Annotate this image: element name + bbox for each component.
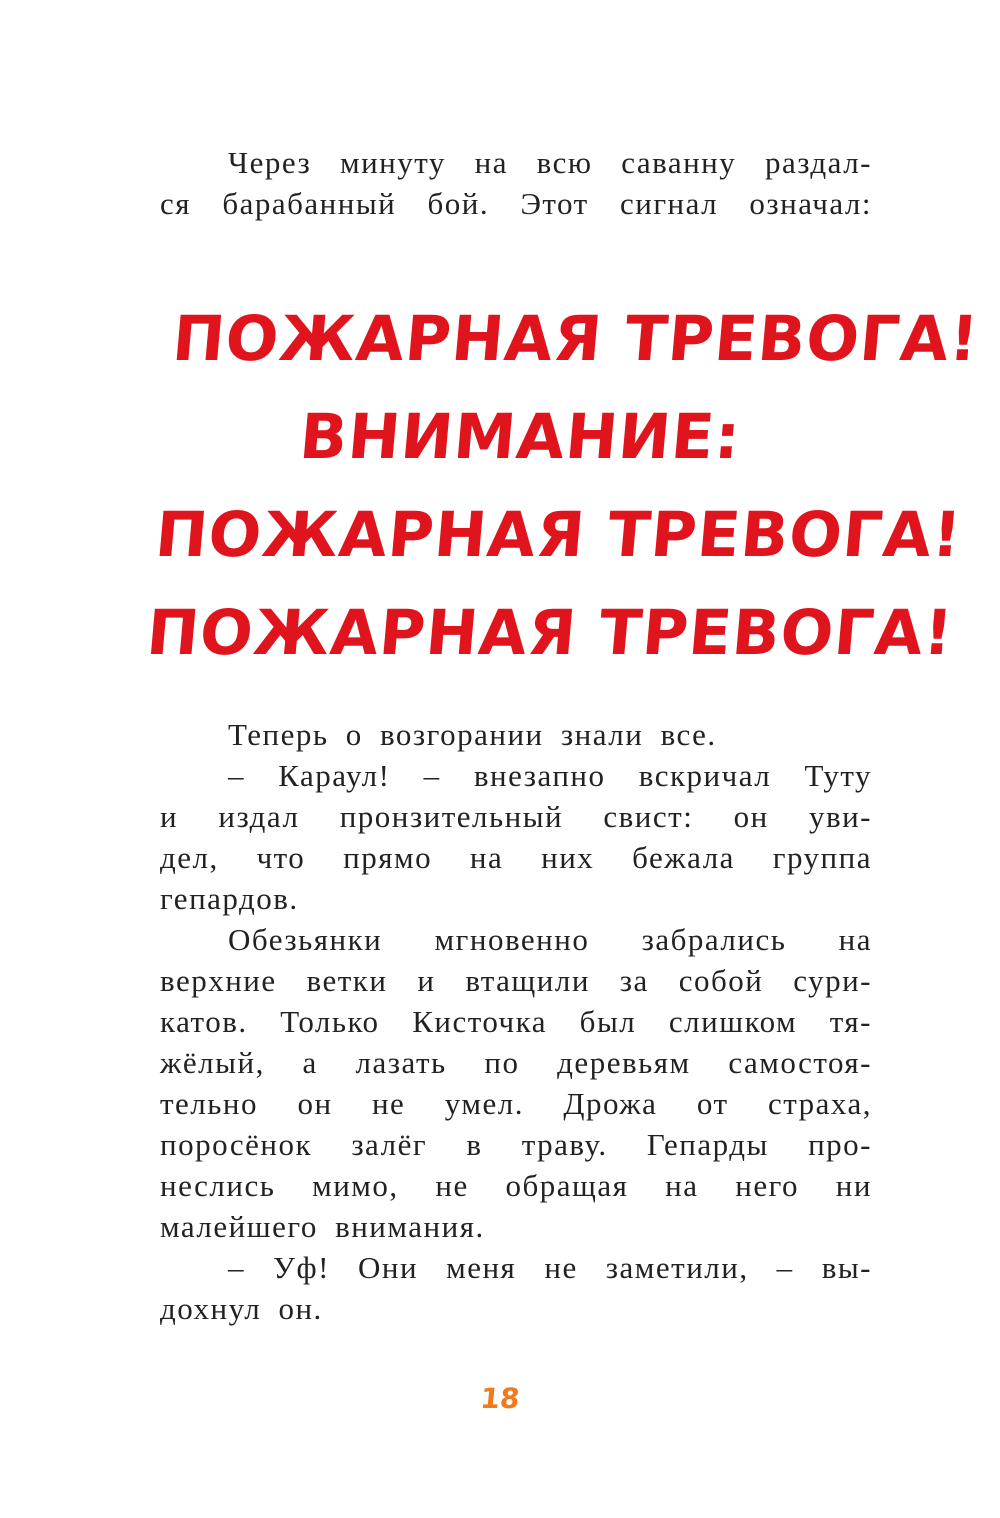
fire-alarm-heading	[143, 290, 983, 682]
text-line: жёлый, а лазать по деревьям самостоя-	[160, 1045, 872, 1080]
text-line: дохнул он.	[160, 1291, 323, 1326]
alarm-line: ВНИМАНИЕ:	[296, 400, 744, 473]
text-line: и издал пронзительный свист: он уви-	[160, 799, 872, 834]
text-line: Теперь о возгорании знали все.	[228, 717, 717, 752]
text-line: – Караул! – внезапно вскричал Туту	[228, 758, 872, 793]
intro-paragraph	[160, 142, 872, 224]
text-line: – Уф! Они меня не заметили, – вы-	[228, 1250, 872, 1285]
text-line: дел, что прямо на них бежала группа	[160, 840, 872, 875]
text-line: ся барабанный бой. Этот сигнал означал:	[160, 186, 872, 221]
text-line: поросёнок залёг в траву. Гепарды про-	[160, 1127, 872, 1162]
text-line: неслись мимо, не обращая на него ни	[160, 1168, 872, 1203]
alarm-line: ПОЖАРНАЯ ТРЕВОГА!	[169, 302, 983, 375]
text-line: катов. Только Кисточка был слишком тя-	[160, 1004, 872, 1039]
text-line: малейшего внимания.	[160, 1209, 485, 1244]
text-line: тельно он не умел. Дрожа от страха,	[160, 1086, 872, 1121]
text-line: гепардов.	[160, 881, 299, 916]
page-number: 18	[478, 1382, 522, 1415]
text-line: верхние ветки и втащили за собой сури-	[160, 963, 872, 998]
story-paragraphs	[160, 714, 872, 1329]
alarm-line: ПОЖАРНАЯ ТРЕВОГА!	[152, 498, 965, 571]
alarm-line: ПОЖАРНАЯ ТРЕВОГА!	[143, 596, 957, 669]
text-line: Через минуту на всю саванну раздал-	[228, 145, 872, 180]
text-line: Обезьянки мгновенно забрались на	[228, 922, 872, 957]
